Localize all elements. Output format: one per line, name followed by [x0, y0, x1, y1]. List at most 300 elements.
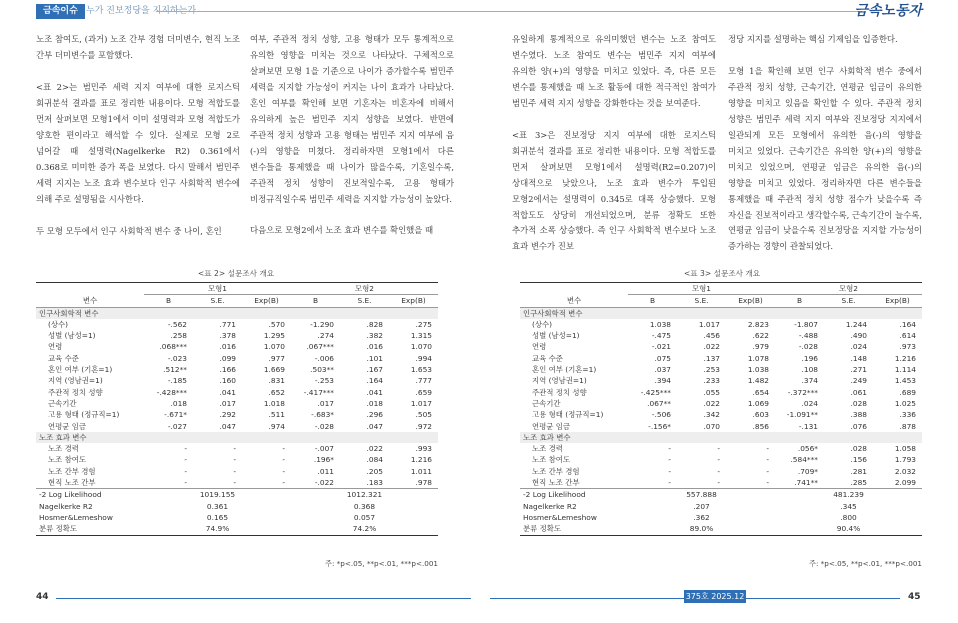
table-cell: .878	[899, 421, 916, 431]
paragraph: 두 모형 모두에서 인구 사회학적 변수 중 나이, 혼인	[36, 225, 222, 236]
table-cell	[628, 307, 677, 319]
table-cell	[291, 432, 340, 443]
table-cell: -1.807	[794, 319, 818, 329]
table-row	[36, 477, 438, 489]
row-label: 교육 수준	[48, 353, 79, 363]
column-header: Exp(B)	[389, 295, 438, 307]
text-column-2	[250, 32, 454, 239]
table-cell: .378	[219, 331, 236, 341]
column-header: S.E.	[824, 295, 873, 307]
row-label: 노조 경력	[532, 444, 563, 454]
table-cell	[340, 432, 389, 443]
table-cell: .490	[850, 331, 867, 341]
table-cell: .336	[899, 410, 916, 420]
row-label: 근속기간	[48, 398, 77, 408]
row-label: 노조 간부 경험	[532, 466, 580, 476]
table-cell: .258	[170, 331, 187, 341]
table-cell: .654	[752, 387, 769, 397]
table-cell: -.021	[651, 342, 671, 352]
table-cell: -	[668, 444, 671, 454]
table-cell: .394	[654, 376, 671, 386]
fit-value: 0.361	[206, 501, 229, 511]
table-cell: .281	[850, 466, 867, 476]
table-3-caption: <표 3> 설문조사 개요	[683, 269, 761, 278]
table-cell: .977	[268, 353, 285, 363]
table-cell: .233	[703, 376, 720, 386]
table-cell: .296	[366, 410, 383, 420]
table-cell	[824, 432, 873, 443]
table-cell: .741**	[794, 478, 818, 488]
table-row	[36, 398, 438, 409]
table-cell: 1.453	[894, 376, 916, 386]
table-row	[36, 364, 438, 375]
table-cell: -	[184, 466, 187, 476]
table-cell: -	[184, 478, 187, 488]
table-2-caption: <표 2> 설문조사 개요	[197, 269, 275, 278]
table-cell: -	[668, 466, 671, 476]
table-row	[520, 387, 922, 398]
table-cell: .374	[801, 376, 818, 386]
table-cell: 1.025	[894, 398, 916, 408]
paragraph: 여부, 주관적 정치 성향, 고용 형태가 모두 통계적으로 유의한 영향을 미치는 것으로 나타났다. 구체적으로 살펴보면 모형 1을 기준으로 나이가 증가할수록 범민주 세력을 지지할 가능성이 커지는 나이 효과가 나타났다. 혼인 여부를 확인해 보면 기혼자는 비혼자에 비해서 유의하게 높은 범민주 지지 성향을 보였다. 반면에 주관적 정치 성향과 고용 형태는 범민주 지지 여부에 음(-)의 영향을 미쳤다. 정리하자면 모형1에서 다른 변수들을 통제했을 때 나이가 많을수록, 기혼일수록, 주관적 정치 성향이 진보적일수록, 고용 형태가 비정규직일수록 범민주 세력을 지지할 가능성이 높았다.	[250, 34, 454, 204]
table-cell: .978	[415, 478, 432, 488]
row-label: 인구사회학적 변수	[520, 307, 628, 319]
table-cell: .016	[219, 342, 236, 352]
table-cell: .075	[654, 353, 671, 363]
fit-value: 0.057	[353, 512, 376, 522]
table-cell: .274	[317, 331, 334, 341]
table-row	[520, 454, 922, 465]
row-label: 혼인 여부 (기혼=1)	[532, 365, 597, 375]
table-row	[520, 409, 922, 420]
row-label: 연령	[532, 342, 547, 352]
table-2-note: 주: *p<.05, **p<.01, ***p<.001	[325, 559, 438, 568]
table-cell: -.022	[314, 478, 334, 488]
table-cell: .183	[366, 478, 383, 488]
table-cell: -.185	[167, 376, 187, 386]
table-cell: -	[717, 466, 720, 476]
table-cell: .342	[703, 410, 720, 420]
table-cell: -.028	[314, 421, 334, 431]
table-cell: .292	[219, 410, 236, 420]
row-label: 연령	[48, 342, 63, 352]
row-label: 현직 노조 간부	[48, 478, 96, 488]
table-cell: 1.069	[747, 398, 769, 408]
table-cell	[628, 432, 677, 443]
table-row	[36, 353, 438, 364]
table-cell	[726, 307, 775, 319]
table-cell: .108	[801, 365, 818, 375]
table-cell: -	[282, 466, 285, 476]
table-cell: .028	[850, 398, 867, 408]
text-column-1	[36, 32, 240, 239]
table-cell: .974	[268, 421, 285, 431]
table-cell	[193, 432, 242, 443]
fit-value: 89.0%	[628, 523, 775, 535]
table-cell: -	[766, 455, 769, 465]
table-cell: -	[282, 455, 285, 465]
fit-label: 분류 정확도	[36, 523, 144, 535]
table-cell	[677, 307, 726, 319]
paragraph: 정당 지지를 설명하는 핵심 기제임을 입증한다.	[728, 34, 898, 44]
table-row	[36, 319, 438, 330]
fit-label: -2 Log Likelihood	[520, 489, 628, 501]
table-cell	[242, 307, 291, 319]
table-cell: .652	[268, 387, 285, 397]
fit-label: Nagelkerke R2	[39, 501, 93, 511]
column-header: S.E.	[340, 295, 389, 307]
section-row	[520, 432, 922, 443]
table-cell: 1.011	[410, 466, 432, 476]
table-row	[36, 409, 438, 420]
text-column-4	[728, 32, 922, 255]
table-3-note: 주: *p<.05, **p<.01, ***p<.001	[809, 559, 922, 568]
table-row	[520, 353, 922, 364]
table-cell: .076	[850, 421, 867, 431]
footer-rule-left	[56, 598, 471, 599]
table-row	[36, 443, 438, 454]
fit-value: 481.239	[775, 489, 922, 501]
table-cell: -	[184, 444, 187, 454]
table-cell: -.417***	[303, 387, 334, 397]
table-cell: .018	[170, 398, 187, 408]
fit-row	[520, 523, 922, 535]
fit-label: -2 Log Likelihood	[36, 489, 144, 501]
table-cell: -.428***	[156, 387, 187, 397]
fit-value: .345	[840, 501, 857, 511]
table-cell: .068***	[159, 342, 187, 352]
table-cell: .659	[415, 387, 432, 397]
table-cell: .856	[752, 421, 769, 431]
fit-value: 0.165	[206, 512, 229, 522]
table-cell: -.023	[167, 353, 187, 363]
table-cell: .249	[850, 376, 867, 386]
table-cell	[144, 307, 193, 319]
table-cell: .622	[752, 331, 769, 341]
column-header: 변수	[520, 295, 628, 307]
table-cell: -	[717, 478, 720, 488]
row-label: 성별 (남성=1)	[532, 331, 580, 341]
table-row	[36, 387, 438, 398]
table-cell: .503**	[310, 365, 334, 375]
row-label: 지역 (영남권=1)	[48, 376, 103, 386]
page-number-left: 44	[36, 592, 49, 602]
table-cell: -.156*	[648, 421, 671, 431]
table-cell: .016	[366, 342, 383, 352]
table-cell: .614	[899, 331, 916, 341]
table-cell: -.253	[314, 376, 334, 386]
page-number-right: 45	[908, 592, 921, 602]
table-3	[520, 282, 922, 536]
table-cell: .603	[752, 410, 769, 420]
table-2	[36, 282, 438, 536]
table-cell: .041	[219, 387, 236, 397]
table-cell: -	[184, 455, 187, 465]
table-row	[36, 341, 438, 352]
table-cell: .156	[850, 455, 867, 465]
column-header: Exp(B)	[242, 295, 291, 307]
issue-badge: 375호 2025.12	[685, 592, 745, 601]
table-cell: 1.315	[410, 331, 432, 341]
fit-label: 분류 정확도	[520, 523, 628, 535]
table-cell: .047	[366, 421, 383, 431]
table-cell	[873, 432, 922, 443]
column-header: B	[775, 295, 824, 307]
table-cell: -.506	[651, 410, 671, 420]
table-cell: -.683*	[311, 410, 334, 420]
table-cell: .164	[899, 319, 916, 329]
table-cell: -.562	[167, 319, 187, 329]
table-cell	[775, 432, 824, 443]
table-cell: .148	[850, 353, 867, 363]
row-label: 성별 (남성=1)	[48, 331, 96, 341]
table-cell: -	[233, 466, 236, 476]
row-label: 인구사회학적 변수	[36, 307, 144, 319]
table-cell: .973	[899, 342, 916, 352]
row-label: 주관적 정치 성향	[48, 387, 103, 397]
fit-value: 557.888	[628, 489, 775, 501]
table-cell: .275	[415, 319, 432, 329]
table-cell: .047	[219, 421, 236, 431]
row-label: 주관적 정치 성향	[532, 387, 587, 397]
table-cell: .056*	[797, 444, 818, 454]
table-cell: 2.032	[894, 466, 916, 476]
row-label: 혼인 여부 (기혼=1)	[48, 365, 113, 375]
row-label: 노조 간부 경험	[48, 466, 96, 476]
fit-value: .362	[693, 512, 710, 522]
table-row	[36, 454, 438, 465]
table-cell: 1.078	[747, 353, 769, 363]
table-cell: -	[282, 444, 285, 454]
row-label: 노조 참여도	[532, 455, 571, 465]
row-label: 연평균 임금	[532, 421, 571, 431]
fit-value: 74.2%	[291, 523, 438, 535]
table-row	[36, 330, 438, 341]
table-cell: .101	[366, 353, 383, 363]
table-cell: .024	[850, 342, 867, 352]
paragraph: 다음으로 모형2에서 노조 효과 변수를 확인했을 때	[250, 225, 434, 236]
header-blank	[520, 283, 628, 295]
table-cell: -	[233, 455, 236, 465]
fit-row	[520, 512, 922, 523]
table-cell: .584***	[790, 455, 818, 465]
table-cell: -.425***	[640, 387, 671, 397]
table-cell: -	[233, 444, 236, 454]
table-cell: .137	[703, 353, 720, 363]
table-cell: .022	[703, 342, 720, 352]
table-cell: .037	[654, 365, 671, 375]
table-cell: .022	[703, 398, 720, 408]
table-row	[36, 421, 438, 432]
table-cell: .022	[366, 444, 383, 454]
table-cell: -.488	[798, 331, 818, 341]
table-row	[520, 421, 922, 432]
row-label: 노조 효과 변수	[520, 432, 628, 443]
table-cell: -.028	[798, 342, 818, 352]
table-cell: -	[717, 444, 720, 454]
fit-value: 74.9%	[144, 523, 291, 535]
table-cell: 1.038	[649, 319, 671, 329]
table-cell: -	[668, 478, 671, 488]
table-cell: -.006	[314, 353, 334, 363]
fit-value: .800	[840, 512, 857, 522]
article-subtitle: 누가 진보정당을 지지하는가	[86, 6, 197, 16]
table-cell: -.131	[798, 421, 818, 431]
fit-row	[520, 489, 922, 501]
table-cell: 1.017	[698, 319, 720, 329]
row-label: 고용 형태 (정규직=1)	[48, 410, 120, 420]
table-cell: .024	[801, 398, 818, 408]
table-cell: -.027	[167, 421, 187, 431]
table-cell: .831	[268, 376, 285, 386]
table-cell: -.007	[314, 444, 334, 454]
table-cell: .709*	[797, 466, 818, 476]
model1-header: 모형1	[144, 283, 291, 295]
table-cell: 1.058	[894, 444, 916, 454]
table-cell: -	[766, 478, 769, 488]
section-row	[36, 307, 438, 319]
table-cell: .205	[366, 466, 383, 476]
table-row	[520, 330, 922, 341]
paragraph: 유일하게 통계적으로 유의미했던 변수는 노조 참여도 변수였다. 노조 참여도 변수는 범민주 지지 여부에 유의한 양(+)의 영향을 미치고 있었다. 즉, 다른 모든 변수를 통제했을 때 노조 활동에 대한 적극적인 참여가 범민주 세력 지지 성향을 강화한다는 것을 보여준다.	[512, 34, 716, 108]
table-cell: 1.216	[894, 353, 916, 363]
table-cell: .061	[850, 387, 867, 397]
page-header	[36, 0, 922, 22]
row-label: 고용 형태 (정규직=1)	[532, 410, 604, 420]
table-cell	[824, 307, 873, 319]
table-cell: .972	[415, 421, 432, 431]
table-cell	[389, 307, 438, 319]
column-header: B	[144, 295, 193, 307]
table-row	[520, 443, 922, 454]
table-row	[36, 466, 438, 477]
table-cell: .570	[268, 319, 285, 329]
table-cell: .160	[219, 376, 236, 386]
table-cell: 1.017	[410, 398, 432, 408]
table-cell: 1.114	[894, 365, 916, 375]
fit-label: Hosmer&Lemeshow	[523, 512, 597, 522]
column-header: B	[291, 295, 340, 307]
table-cell: -	[766, 466, 769, 476]
table-row	[36, 375, 438, 386]
table-cell	[340, 307, 389, 319]
fit-row	[36, 523, 438, 535]
table-cell	[193, 307, 242, 319]
table-cell: 1.018	[263, 398, 285, 408]
section-row	[520, 307, 922, 319]
row-label: 노조 효과 변수	[36, 432, 144, 443]
fit-row	[520, 501, 922, 512]
table-cell: -1.290	[310, 319, 334, 329]
table-cell: .166	[219, 365, 236, 375]
table-cell: .979	[752, 342, 769, 352]
table-cell: .018	[366, 398, 383, 408]
column-header: 변수	[36, 295, 144, 307]
table-cell: .456	[703, 331, 720, 341]
table-cell: .041	[366, 387, 383, 397]
table-cell: .689	[899, 387, 916, 397]
table-cell: -	[233, 478, 236, 488]
table-cell	[242, 432, 291, 443]
table-row	[520, 398, 922, 409]
row-label: (상수)	[532, 319, 553, 329]
section-row	[36, 432, 438, 443]
table-cell: .017	[317, 398, 334, 408]
table-cell: .055	[703, 387, 720, 397]
paragraph: 모형 1을 확인해 보면 인구 사회학적 변수 중에서 주관적 정치 성향, 근속기간, 연평균 임금이 유의한 영향을 미치고 있음을 확인할 수 있다. 주관적 정치 성향은 범민주 세력 지지 여부와 진보정당 지지에서 일관되게 모든 모형에서 유의한 음(-)의 영향을 미치고 있었다. 근속기간은 유의한 양(+)의 영향을 미치고 있었으며, 연평균 임금은 유의한 음(-)의 영향을 미치고 있었다. 정리하자면 다른 변수들을 통제했을 때 주관적 정치 성향 점수가 낮을수록 즉 자신을 진보적이라고 생각할수록, 근속기간이 늘수록, 연평균 임금이 낮을수록 진보정당을 지지할 가능성이 증가하는 경향이 관찰되었다.	[728, 65, 922, 252]
table-cell: .993	[415, 444, 432, 454]
table-cell: -	[766, 444, 769, 454]
magazine-logo: 금속노동자	[854, 3, 922, 19]
table-row	[520, 477, 922, 489]
table-cell: .011	[317, 466, 334, 476]
paragraph: <표 3>은 진보정당 지지 여부에 대한 로지스틱 회귀분석 결과를 표로 정리한 내용이다. 모형 적합도를 먼저 살펴보면 모형1에서 설명력(R2=0.207)이 상대적으로 낮았으나, 노조 효과 변수가 투입된 모형2에서는 설명력이 0.345로 대폭 상승했다. 모형 적합도도 상당히 개선되었으며, 분류 정확도 또한 추가적 소폭 상승했다. 즉 인구 사회학적 변수보다 노조 효과 변수가 진보	[512, 129, 716, 252]
table-cell	[677, 432, 726, 443]
header-rule	[156, 11, 862, 12]
table-cell: .382	[366, 331, 383, 341]
table-cell: 1.482	[747, 376, 769, 386]
table-cell: .196*	[313, 455, 334, 465]
fit-value: .207	[693, 501, 710, 511]
table-cell: 2.823	[747, 319, 769, 329]
table-cell: 2.099	[894, 478, 916, 488]
table-cell: .164	[366, 376, 383, 386]
table-cell	[726, 432, 775, 443]
row-label: 연평균 임금	[48, 421, 87, 431]
fit-value: 90.4%	[775, 523, 922, 535]
table-cell: 1.070	[263, 342, 285, 352]
row-label: (상수)	[48, 319, 69, 329]
paragraph: 노조 참여도, (과거) 노조 간부 경험 더미변수, 현직 노조 간부 더미변수를 포함했다.	[36, 34, 240, 60]
text-column-3	[512, 32, 716, 255]
row-label: 노조 참여도	[48, 455, 87, 465]
fit-row	[36, 512, 438, 523]
model2-header: 모형2	[291, 283, 438, 295]
table-cell: .512**	[163, 365, 187, 375]
row-label: 교육 수준	[532, 353, 563, 363]
table-cell: 1.244	[845, 319, 867, 329]
column-header: B	[628, 295, 677, 307]
table-cell: -	[282, 478, 285, 488]
model2-header: 모형2	[775, 283, 922, 295]
table-cell: .271	[850, 365, 867, 375]
row-label: 지역 (영남권=1)	[532, 376, 587, 386]
table-cell: -.372***	[787, 387, 818, 397]
table-cell: .167	[366, 365, 383, 375]
table-row	[520, 466, 922, 477]
table-cell	[775, 307, 824, 319]
table-cell: .017	[219, 398, 236, 408]
table-row	[520, 341, 922, 352]
row-label: 현직 노조 간부	[532, 478, 580, 488]
table-row	[520, 319, 922, 330]
fit-label: Nagelkerke R2	[523, 501, 577, 511]
table-cell: -	[668, 455, 671, 465]
table-cell: .084	[366, 455, 383, 465]
table-cell: -.671*	[164, 410, 187, 420]
table-cell: .511	[268, 410, 285, 420]
table-cell	[873, 307, 922, 319]
header-blank	[36, 283, 144, 295]
table-cell	[144, 432, 193, 443]
fit-value: 1012.321	[291, 489, 438, 501]
fit-label: Hosmer&Lemeshow	[39, 512, 113, 522]
table-cell: 1.038	[747, 365, 769, 375]
table-cell: -	[717, 455, 720, 465]
table-cell: 1.070	[410, 342, 432, 352]
table-cell: 1.669	[263, 365, 285, 375]
table-row	[520, 364, 922, 375]
